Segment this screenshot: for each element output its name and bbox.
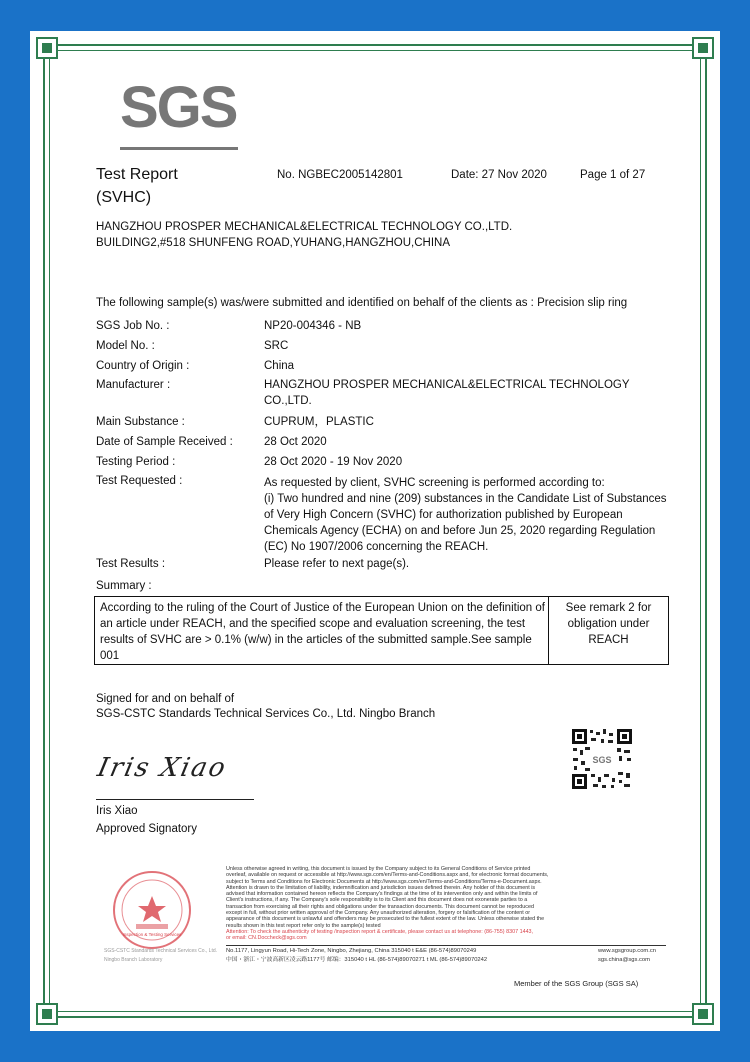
disclaimer-line: overleaf, available on request or accessible at http://www.sgs.com/en/Terms-and-Conditions.aspx and, for electronic format documents, <box>226 872 549 879</box>
job-no-label: SGS Job No. : <box>96 320 170 332</box>
official-seal <box>102 866 232 966</box>
model-no-label: Model No. : <box>96 340 155 352</box>
summary-remark-line: See remark 2 for <box>565 602 652 614</box>
summary-table <box>94 596 669 665</box>
report-date: Date: 27 Nov 2020 <box>451 169 547 181</box>
disclaimer-line: appearance of this document is unlawful and offenders may be prosecuted to the fullest extent of the law. Unless otherwise stated the <box>226 916 545 923</box>
certificate-sheet <box>30 31 720 1031</box>
substance-label: Main Substance : <box>96 416 185 428</box>
country-label: Country of Origin : <box>96 360 190 372</box>
disclaimer-line: transaction from exercising all their rights and obligations under the transaction documents. This document cannot be reproduced <box>226 903 534 910</box>
client-name: HANGZHOU PROSPER MECHANICAL&ELECTRICAL TECHNOLOGY CO.,LTD. <box>96 221 513 233</box>
signatory-role: Approved Signatory <box>96 823 198 835</box>
sgs-logo-underline <box>120 147 238 150</box>
signing-company: SGS-CSTC Standards Technical Services Co., Ltd. Ningbo Branch <box>96 708 436 720</box>
summary-text-line: an article under REACH, and the specified scope and evaluation screening, the test <box>100 618 526 630</box>
test-requested-line: (i) Two hundred and nine (209) substances in the Candidate List of Substances <box>264 493 667 505</box>
handwritten-signature: Iris Xiao <box>94 753 230 783</box>
test-requested-label: Test Requested : <box>96 475 183 487</box>
signed-on-behalf: Signed for and on behalf of <box>96 693 235 705</box>
report-subtitle: (SVHC) <box>96 189 152 206</box>
substance-value: CUPRUM，PLASTIC <box>264 416 374 428</box>
page-number: Page 1 of 27 <box>580 169 646 181</box>
test-requested-line: Chemicals Agency (ECHA) on and before Jun 25, 2020 regarding Regulation <box>264 525 656 537</box>
summary-text-line: results of SVHC are > 0.1% (w/w) in the articles of the submitted sample.See sample <box>100 634 532 646</box>
seal-text: Inspection & Testing Services <box>122 932 182 937</box>
test-requested-line: As requested by client, SVHC screening is performed according to: <box>264 477 605 489</box>
test-results-label: Test Results : <box>96 558 166 570</box>
corner-ornament-bottom-right <box>692 1003 714 1025</box>
sgs-logo <box>120 75 238 153</box>
footer-rule <box>226 945 666 946</box>
test-results-value: Please refer to next page(s). <box>264 558 410 570</box>
seal-caption-lab: Ningbo Branch Laboratory <box>104 957 163 963</box>
summary-text-line: According to the ruling of the Court of Justice of the European Union on the definition of <box>100 602 545 614</box>
job-no-value: NP20-004346 - NB <box>264 320 362 332</box>
date-received-label: Date of Sample Received : <box>96 436 233 448</box>
summary-remark-line: obligation under <box>567 618 650 630</box>
signatory-name: Iris Xiao <box>96 805 138 817</box>
summary-text-line: 001 <box>100 650 120 662</box>
model-no-value: SRC <box>264 340 289 352</box>
client-address: BUILDING2,#518 SHUNFENG ROAD,YUHANG,HANGZHOU,CHINA <box>96 237 451 249</box>
corner-ornament-top-right <box>692 37 714 59</box>
qr-center-logo: SGS <box>592 755 612 765</box>
disclaimer-line: Attention is drawn to the limitation of liability, indemnification and jurisdiction issues defined therein. Any holder of this document is <box>226 884 536 891</box>
lab-address-en: No.1177, Lingyun Road, Hi-Tech Zone, Ningbo, Zhejiang, China 315040 t E&E (86-574)89070249 <box>226 948 477 954</box>
seal-caption-company: SGS-CSTC Standards Technical Services Co., Ltd. <box>104 948 218 954</box>
disclaimer-line: subject to Terms and Conditions for Electronic Documents at http://www.sgs.com/en/Terms-and-Conditions/Terms-e-Document.aspx. <box>226 878 542 885</box>
disclaimer-line: advised that information contained hereon reflects the Company's findings at the time of its intervention only and within the limits of <box>226 891 538 898</box>
disclaimer-line: results shown in this test report refer only to the sample(s) tested <box>226 922 381 929</box>
authenticity-notice: Attention: To check the authenticity of testing /inspection report & certificate, please contact us at telephone: (86-755) 8307 1443, <box>226 928 534 935</box>
report-number: No. NGBEC2005142801 <box>277 169 403 181</box>
testing-period-value: 28 Oct 2020 - 19 Nov 2020 <box>264 456 403 468</box>
manufacturer-value-line2: CO.,LTD. <box>264 395 312 407</box>
corner-ornament-top-left <box>36 37 58 59</box>
summary-remark-line: REACH <box>588 634 629 646</box>
signature-line <box>96 799 254 800</box>
summary-label: Summary : <box>96 580 152 592</box>
authenticity-email: or email: CN.Doccheck@sgs.com <box>226 935 307 942</box>
report-title: Test Report <box>96 166 178 183</box>
manufacturer-label: Manufacturer : <box>96 379 171 391</box>
sgs-logo-text: SGS <box>120 75 237 140</box>
date-received-value: 28 Oct 2020 <box>264 436 327 448</box>
contact-email: sgs.china@sgs.com <box>598 957 650 963</box>
qr-code <box>571 728 633 790</box>
disclaimer-line: Client's instructions, if any. The Company's sole responsibility is to its Client and this document does not exonerate parties to a <box>226 897 528 904</box>
website: www.sgsgroup.com.cn <box>598 948 656 954</box>
disclaimer-line: except in full, without prior written approval of the Company. Any unauthorized alteration, forgery or falsification of the content or <box>226 910 531 917</box>
disclaimer-line: Unless otherwise agreed in writing, this document is issued by the Company subject to its General Conditions of Service printed <box>226 866 531 872</box>
testing-period-label: Testing Period : <box>96 456 176 468</box>
footer-disclaimer <box>226 866 666 942</box>
test-requested-line: (EC) No 1907/2006 concerning the REACH. <box>264 541 489 553</box>
intro-statement: The following sample(s) was/were submitted and identified on behalf of the clients as : Precision slip ring <box>96 297 628 309</box>
test-requested-line: of Very High Concern (SVHC) for authorization published by European <box>264 509 623 521</box>
member-statement: Member of the SGS Group (SGS SA) <box>514 979 639 988</box>
country-value: China <box>264 360 295 372</box>
lab-address-cn: 中国・浙江・宁波高新区凌云路1177号 邮编：315040 t HL (86-574)89070271 t ML (86-574)89070242 <box>226 957 488 963</box>
corner-ornament-bottom-left <box>36 1003 58 1025</box>
manufacturer-value-line1: HANGZHOU PROSPER MECHANICAL&ELECTRICAL TECHNOLOGY <box>264 379 630 391</box>
